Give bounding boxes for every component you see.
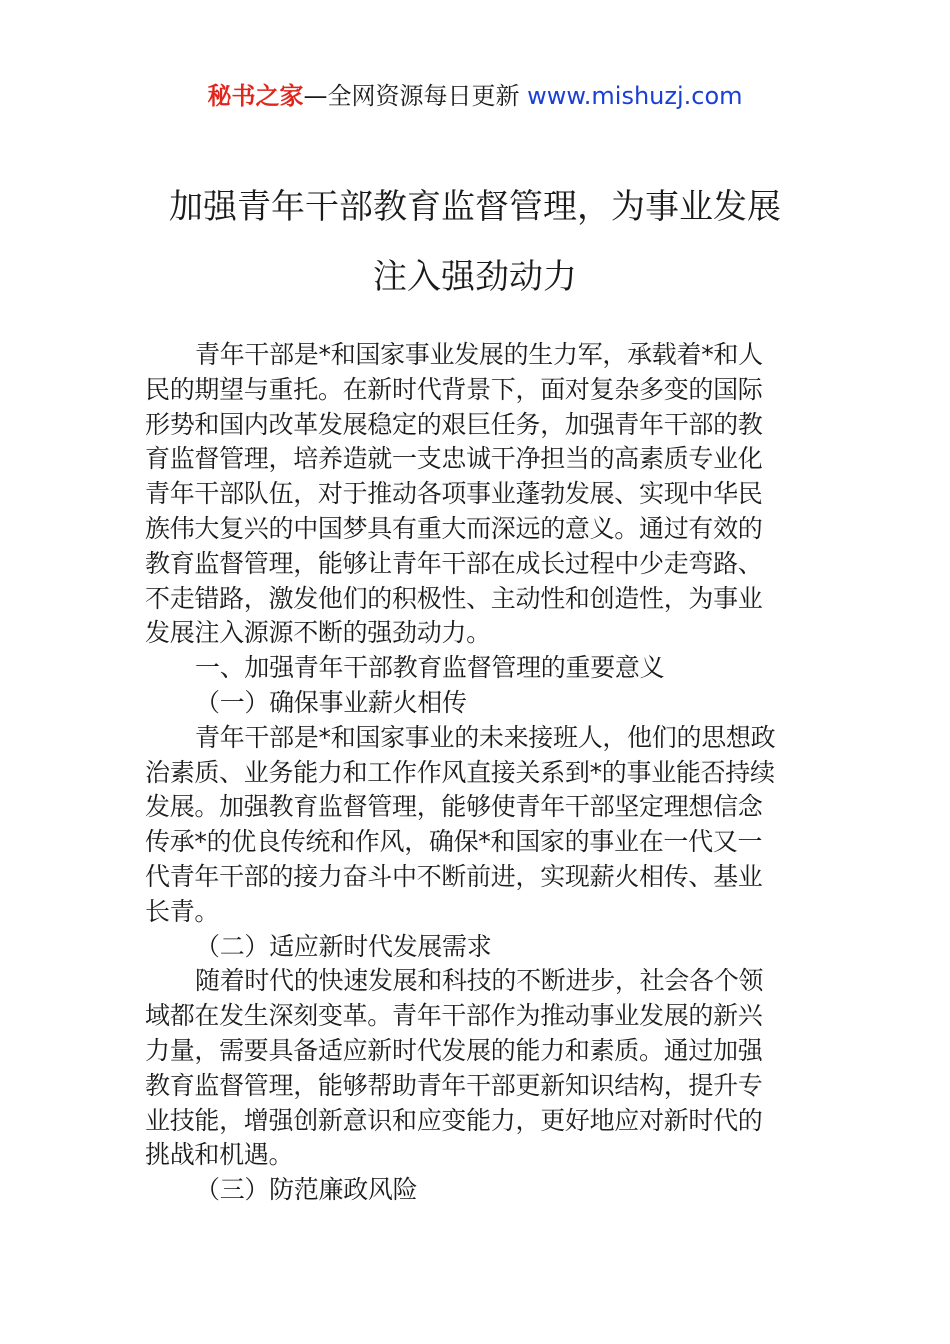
text-line: 民的期望与重托。在新时代背景下，面对复杂多变的国际 — [145, 374, 763, 404]
text-line: 发展注入源源不断的强劲动力。 — [145, 618, 491, 648]
text-line: 挑战和机遇。 — [145, 1140, 294, 1170]
text-line: 教育监督管理，能够帮助青年干部更新知识结构，提升专 — [145, 1070, 763, 1100]
title-line-2: 注入强劲动力 — [373, 257, 577, 297]
text-line: 形势和国内改革发展稳定的艰巨任务，加强青年干部的教 — [145, 409, 763, 439]
website-link[interactable]: www.mishuzj.com — [527, 82, 743, 110]
header-tagline: —全网资源每日更新 — [303, 82, 528, 110]
text-line: 一、加强青年干部教育监督管理的重要意义 — [195, 653, 665, 683]
text-line: 不走错路，激发他们的积极性、主动性和创造性，为事业 — [145, 583, 763, 613]
text-line: 域都在发生深刻变革。青年干部作为推动事业发展的新兴 — [145, 1001, 763, 1031]
document-body — [145, 338, 810, 1208]
text-line: 发展。加强教育监督管理，能够使青年干部坚定理想信念 — [145, 792, 763, 822]
text-line: 力量，需要具备适应新时代发展的能力和素质。通过加强 — [145, 1035, 763, 1065]
text-line: 族伟大复兴的中国梦具有重大而深远的意义。通过有效的 — [145, 513, 763, 543]
text-line: （一）确保事业薪火相传 — [195, 687, 467, 717]
text-line: 青年干部队伍，对于推动各项事业蓬勃发展、实现中华民 — [145, 479, 763, 509]
text-line: 育监督管理，培养造就一支忠诚干净担当的高素质专业化 — [145, 444, 763, 474]
title-line-1: 加强青年干部教育监督管理，为事业发展 — [169, 187, 781, 227]
page-header — [0, 78, 950, 114]
brand-name: 秘书之家 — [207, 82, 304, 110]
text-line: （二）适应新时代发展需求 — [195, 931, 492, 961]
text-line: 随着时代的快速发展和科技的不断进步，社会各个领 — [195, 966, 764, 996]
text-line: 业技能，增强创新意识和应变能力，更好地应对新时代的 — [145, 1105, 763, 1135]
text-line: （三）防范廉政风险 — [195, 1175, 418, 1205]
text-line: 教育监督管理，能够让青年干部在成长过程中少走弯路、 — [145, 548, 763, 578]
text-line: 传承*的优良传统和作风，确保*和国家的事业在一代又一 — [145, 827, 763, 857]
text-line: 长青。 — [145, 896, 220, 926]
text-line: 治素质、业务能力和工作作风直接关系到*的事业能否持续 — [145, 757, 775, 787]
text-line: 代青年干部的接力奋斗中不断前进，实现薪火相传、基业 — [145, 861, 763, 891]
text-line: 青年干部是*和国家事业发展的生力军，承载着*和人 — [195, 340, 763, 369]
document-title — [0, 172, 950, 312]
text-line: 青年干部是*和国家事业的未来接班人，他们的思想政 — [195, 722, 776, 752]
